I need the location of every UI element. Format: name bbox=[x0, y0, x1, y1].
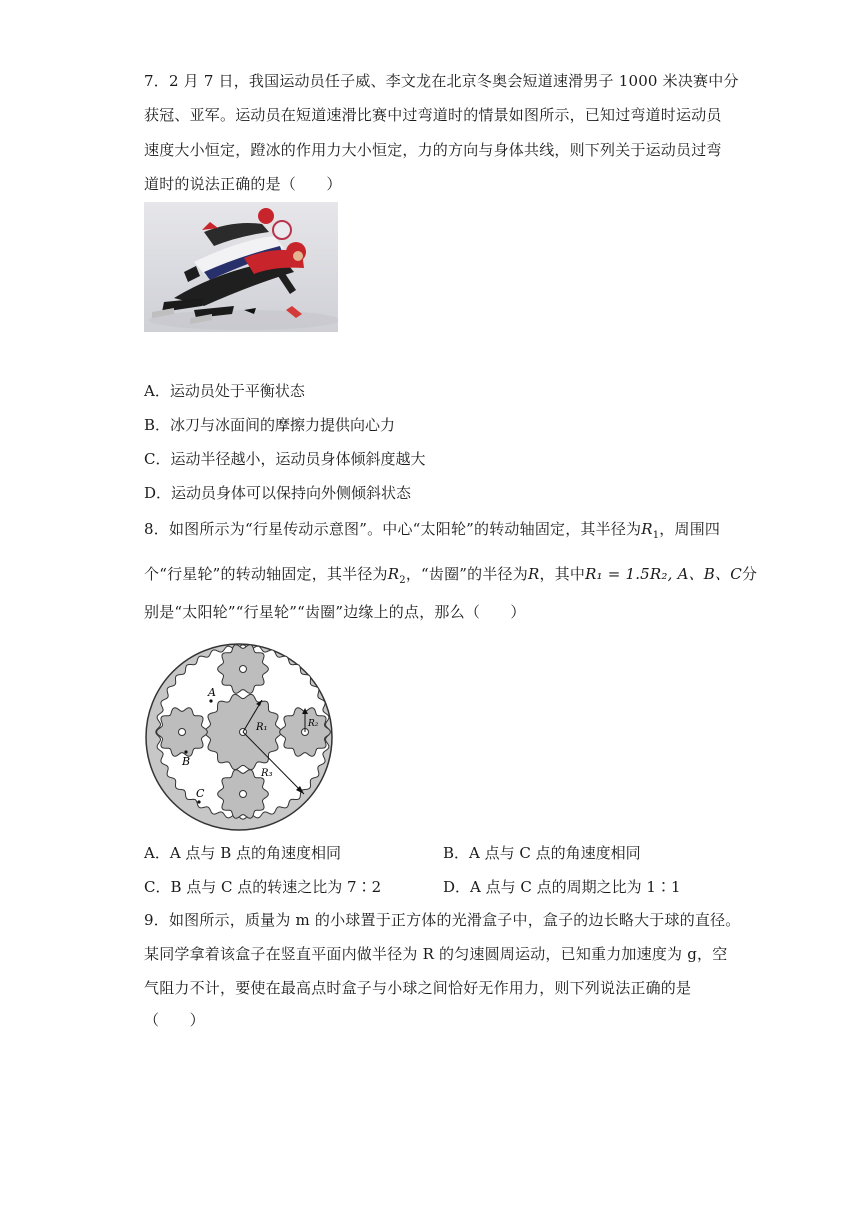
q8-option-d: D．A 点与 C 点的周期之比为 1∶1 bbox=[443, 878, 681, 896]
label-r1: R₁ bbox=[256, 722, 268, 733]
q8-equation: R₁ = 1.5R₂, A、B、C bbox=[585, 565, 742, 583]
q9-line-4: （ ） bbox=[144, 1011, 205, 1029]
q8-line-2 bbox=[144, 563, 757, 586]
q8-option-b: B．A 点与 C 点的角速度相同 bbox=[443, 844, 641, 862]
q7-option-a: A．运动员处于平衡状态 bbox=[144, 382, 305, 400]
q7-line-3: 速度大小恒定，蹬冰的作用力大小恒定，力的方向与身体共线，则下列关于运动员过弯 bbox=[144, 141, 722, 159]
q7-option-b: B．冰刀与冰面间的摩擦力提供向心力 bbox=[144, 416, 396, 434]
planet-left-axle bbox=[179, 729, 186, 736]
q7-line-2: 获冠、亚军。运动员在短道速滑比赛中过弯道时的情景如图所示，已知过弯道时运动员 bbox=[144, 106, 722, 124]
q8-r2-sub: 2 bbox=[399, 575, 406, 586]
q8-line-1 bbox=[144, 518, 720, 541]
planetary-gear-diagram bbox=[144, 642, 334, 832]
point-b bbox=[184, 750, 187, 753]
label-a: A bbox=[208, 686, 216, 699]
q9-line-3: 气阻力不计，要使在最高点时盒子与小球之间恰好无作用力，则下列说法正确的是 bbox=[144, 979, 692, 997]
q8-r1: R bbox=[641, 520, 653, 538]
q8-r1-sub: 1 bbox=[652, 530, 660, 541]
label-b: B bbox=[182, 755, 191, 768]
planet-bottom-axle bbox=[240, 791, 247, 798]
label-r2: R₂ bbox=[308, 719, 319, 729]
speed-skating-illustration bbox=[144, 202, 338, 332]
q8-line-1-text: 8．如图所示为“行星传动示意图”。中心“太阳轮”的转动轴固定，其半径为 bbox=[144, 520, 642, 538]
q7-line-4: 道时的说法正确的是（ ） bbox=[144, 175, 342, 193]
point-a bbox=[209, 699, 212, 702]
q8-line-2-d: 分 bbox=[741, 565, 758, 583]
label-c: C bbox=[196, 787, 205, 800]
planetary-gear-svg bbox=[144, 642, 334, 832]
planet-top-axle bbox=[240, 666, 247, 673]
q7-option-c: C．运动半径越小，运动员身体倾斜度越大 bbox=[144, 450, 426, 468]
q8-line-2-b: ，“齿圈”的半径为 bbox=[405, 565, 528, 583]
q8-line-2-a: 个“行星轮”的转动轴固定，其半径为 bbox=[144, 565, 388, 583]
q8-line-3: 别是“太阳轮”“行星轮”“齿圈”边缘上的点，那么（ ） bbox=[144, 603, 526, 621]
label-r3: R₃ bbox=[261, 768, 273, 779]
q9-line-1: 9．如图所示，质量为 m 的小球置于正方体的光滑盒子中，盒子的边长略大于球的直径。 bbox=[144, 911, 741, 929]
q8-line-2-c: ，其中 bbox=[539, 565, 586, 583]
q8-r2: R bbox=[387, 565, 400, 583]
q8-option-a: A．A 点与 B 点的角速度相同 bbox=[144, 844, 341, 862]
q7-line-1: 7．2 月 7 日，我国运动员任子威、李文龙在北京冬奥会短道速滑男子 1000 米决赛中分 bbox=[144, 72, 739, 90]
q8-option-c: C．B 点与 C 点的转速之比为 7∶2 bbox=[144, 878, 382, 896]
q8-r: R bbox=[527, 565, 540, 583]
point-c bbox=[197, 800, 200, 803]
q7-option-d: D．运动员身体可以保持向外侧倾斜状态 bbox=[144, 484, 412, 502]
speed-skating-photo bbox=[144, 202, 338, 332]
q9-line-2: 某同学拿着该盒子在竖直平面内做半径为 R 的匀速圆周运动，已知重力加速度为 g，空 bbox=[144, 945, 728, 963]
q8-line-1-end: ，周围四 bbox=[659, 520, 721, 538]
